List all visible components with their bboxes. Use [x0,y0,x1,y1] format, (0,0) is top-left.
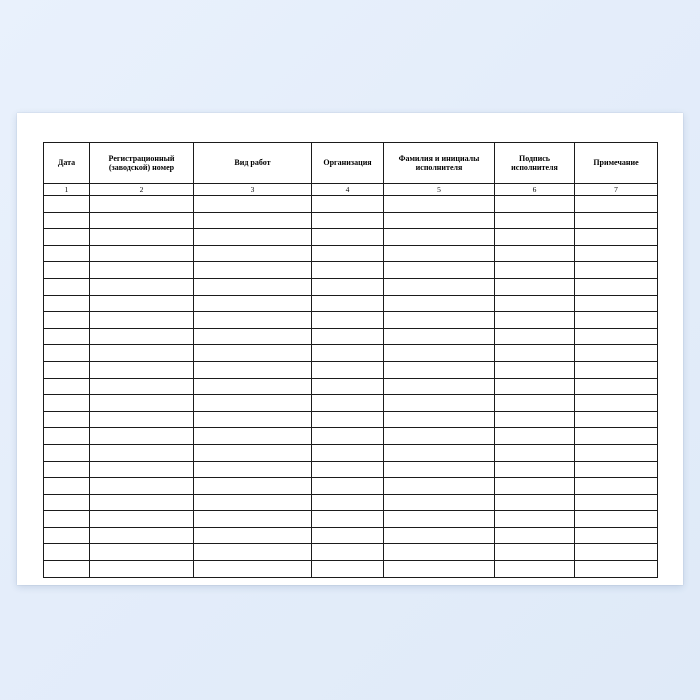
table-cell[interactable] [44,196,90,213]
table-cell[interactable] [495,527,575,544]
table-cell[interactable] [575,461,658,478]
table-row [44,345,658,362]
column-number-3: 3 [194,184,312,196]
table-cell[interactable] [495,328,575,345]
table-cell[interactable] [312,527,384,544]
table-cell[interactable] [495,345,575,362]
table-cell[interactable] [194,411,312,428]
table-cell[interactable] [384,395,495,412]
table-cell[interactable] [44,295,90,312]
table-cell[interactable] [495,378,575,395]
table-cell[interactable] [312,361,384,378]
table-cell[interactable] [312,312,384,329]
table-row [44,212,658,229]
table-cell[interactable] [194,312,312,329]
column-number-1: 1 [44,184,90,196]
table-body [44,184,658,578]
table-cell[interactable] [312,461,384,478]
table-cell[interactable] [312,544,384,561]
table-cell[interactable] [44,527,90,544]
table-cell[interactable] [44,229,90,246]
table-cell[interactable] [312,212,384,229]
column-number-4: 4 [312,184,384,196]
table-cell[interactable] [90,527,194,544]
table-cell[interactable] [194,262,312,279]
table-cell[interactable] [194,229,312,246]
table-cell[interactable] [90,345,194,362]
table-cell[interactable] [384,229,495,246]
table-cell[interactable] [90,262,194,279]
table-cell[interactable] [575,245,658,262]
table-row [44,494,658,511]
table-cell[interactable] [44,312,90,329]
table-cell[interactable] [44,411,90,428]
table-cell[interactable] [575,561,658,578]
table-cell[interactable] [384,312,495,329]
table-cell[interactable] [194,494,312,511]
table-cell[interactable] [312,196,384,213]
table-cell[interactable] [90,461,194,478]
table-cell[interactable] [575,411,658,428]
table-cell[interactable] [384,245,495,262]
table-cell[interactable] [194,361,312,378]
table-cell[interactable] [384,345,495,362]
table-cell[interactable] [44,328,90,345]
table-cell[interactable] [194,212,312,229]
table-cell[interactable] [44,494,90,511]
table-cell[interactable] [384,295,495,312]
table-cell[interactable] [312,378,384,395]
table-cell[interactable] [575,278,658,295]
table-cell[interactable] [575,229,658,246]
table-cell[interactable] [194,328,312,345]
table-cell[interactable] [90,295,194,312]
table-row [44,428,658,445]
table-cell[interactable] [90,544,194,561]
table-cell[interactable] [194,295,312,312]
table-cell[interactable] [575,328,658,345]
table-cell[interactable] [575,295,658,312]
table-cell[interactable] [312,561,384,578]
table-cell[interactable] [384,378,495,395]
table-row [44,278,658,295]
table-row [44,444,658,461]
table-cell[interactable] [495,561,575,578]
table-cell[interactable] [575,262,658,279]
table-row [44,561,658,578]
table-cell[interactable] [384,428,495,445]
table-cell[interactable] [495,229,575,246]
table-cell[interactable] [495,212,575,229]
table-cell[interactable] [194,395,312,412]
table-cell[interactable] [44,278,90,295]
table-header [44,143,658,184]
table-cell[interactable] [575,428,658,445]
table-cell[interactable] [44,245,90,262]
table-cell[interactable] [495,278,575,295]
table-cell[interactable] [384,494,495,511]
table-cell[interactable] [312,395,384,412]
table-cell[interactable] [312,478,384,495]
table-cell[interactable] [575,312,658,329]
table-cell[interactable] [575,527,658,544]
table-cell[interactable] [194,378,312,395]
table-cell[interactable] [495,245,575,262]
table-cell[interactable] [495,511,575,528]
table-cell[interactable] [44,461,90,478]
table-cell[interactable] [575,212,658,229]
table-cell[interactable] [44,262,90,279]
header-cell-organization: Организация [312,143,384,184]
table-cell[interactable] [384,461,495,478]
table-row [44,511,658,528]
table-cell[interactable] [44,395,90,412]
table-cell[interactable] [495,395,575,412]
table-cell[interactable] [44,378,90,395]
table-cell[interactable] [495,461,575,478]
table-cell[interactable] [90,328,194,345]
table-cell[interactable] [495,295,575,312]
column-number-row [44,184,658,196]
table-cell[interactable] [194,561,312,578]
table-cell[interactable] [90,378,194,395]
table-cell[interactable] [384,196,495,213]
table-cell[interactable] [384,511,495,528]
table-cell[interactable] [312,328,384,345]
table-cell[interactable] [44,428,90,445]
paper-sheet [17,113,683,585]
table-row [44,361,658,378]
table-cell[interactable] [90,428,194,445]
table-cell[interactable] [194,478,312,495]
table-cell[interactable] [90,478,194,495]
table-row [44,328,658,345]
table-cell[interactable] [312,444,384,461]
table-cell[interactable] [194,461,312,478]
table-cell[interactable] [384,478,495,495]
table-cell[interactable] [495,478,575,495]
table-row [44,411,658,428]
table-cell[interactable] [495,361,575,378]
table-row [44,478,658,495]
table-cell[interactable] [312,345,384,362]
table-cell[interactable] [90,278,194,295]
table-cell[interactable] [384,527,495,544]
table-cell[interactable] [384,212,495,229]
table-cell[interactable] [194,527,312,544]
table-cell[interactable] [44,345,90,362]
table-cell[interactable] [495,494,575,511]
table-cell[interactable] [495,411,575,428]
table-cell[interactable] [312,278,384,295]
table-row [44,229,658,246]
table-cell[interactable] [575,378,658,395]
table-row [44,395,658,412]
table-row [44,245,658,262]
table-cell[interactable] [312,494,384,511]
table-cell[interactable] [90,312,194,329]
table-cell[interactable] [384,444,495,461]
header-cell-registration-number: Регистрационный (заводской) номер [90,143,194,184]
table-cell[interactable] [90,561,194,578]
table-cell[interactable] [384,328,495,345]
table-cell[interactable] [575,511,658,528]
table-row [44,527,658,544]
table-cell[interactable] [575,196,658,213]
table-cell[interactable] [312,262,384,279]
header-cell-notes: Примечание [575,143,658,184]
column-number-6: 6 [495,184,575,196]
table-cell[interactable] [312,295,384,312]
table-cell[interactable] [575,345,658,362]
table-cell[interactable] [384,561,495,578]
table-cell[interactable] [575,395,658,412]
table-cell[interactable] [194,444,312,461]
table-cell[interactable] [194,428,312,445]
table-cell[interactable] [495,544,575,561]
column-number-2: 2 [90,184,194,196]
column-number-5: 5 [384,184,495,196]
header-cell-performer-signature: Подпись исполнителя [495,143,575,184]
table-cell[interactable] [495,428,575,445]
table-row [44,262,658,279]
table-cell[interactable] [575,478,658,495]
table-row [44,196,658,213]
table-cell[interactable] [194,278,312,295]
table-cell[interactable] [312,411,384,428]
table-cell[interactable] [194,196,312,213]
table-cell[interactable] [384,544,495,561]
table-cell[interactable] [44,444,90,461]
table-cell[interactable] [90,511,194,528]
journal-table [43,142,658,578]
table-cell[interactable] [44,544,90,561]
table-cell[interactable] [575,544,658,561]
table-cell[interactable] [495,262,575,279]
table-cell[interactable] [44,561,90,578]
table-row [44,312,658,329]
table-cell[interactable] [194,511,312,528]
table-cell[interactable] [44,511,90,528]
table-cell[interactable] [194,544,312,561]
table-row [44,378,658,395]
table-cell[interactable] [495,444,575,461]
table-cell[interactable] [44,478,90,495]
header-cell-date: Дата [44,143,90,184]
table-cell[interactable] [90,196,194,213]
table-cell[interactable] [90,245,194,262]
table-cell[interactable] [575,444,658,461]
table-cell[interactable] [384,361,495,378]
table-cell[interactable] [575,494,658,511]
table-cell[interactable] [90,494,194,511]
table-cell[interactable] [194,345,312,362]
journal-table-container [43,142,657,578]
table-row [44,461,658,478]
header-cell-performer-name: Фамилия и инициалы исполнителя [384,143,495,184]
table-cell[interactable] [384,262,495,279]
header-row [44,143,658,184]
table-row [44,544,658,561]
table-cell[interactable] [312,229,384,246]
table-cell[interactable] [495,196,575,213]
column-number-7: 7 [575,184,658,196]
table-cell[interactable] [44,361,90,378]
table-cell[interactable] [384,411,495,428]
table-cell[interactable] [495,312,575,329]
table-cell[interactable] [90,411,194,428]
table-cell[interactable] [90,444,194,461]
table-cell[interactable] [384,278,495,295]
table-row [44,295,658,312]
table-cell[interactable] [90,229,194,246]
table-cell[interactable] [312,511,384,528]
table-cell[interactable] [575,361,658,378]
table-cell[interactable] [90,395,194,412]
table-cell[interactable] [90,212,194,229]
table-cell[interactable] [194,245,312,262]
header-cell-work-type: Вид работ [194,143,312,184]
table-cell[interactable] [312,428,384,445]
table-cell[interactable] [44,212,90,229]
table-cell[interactable] [312,245,384,262]
table-cell[interactable] [90,361,194,378]
